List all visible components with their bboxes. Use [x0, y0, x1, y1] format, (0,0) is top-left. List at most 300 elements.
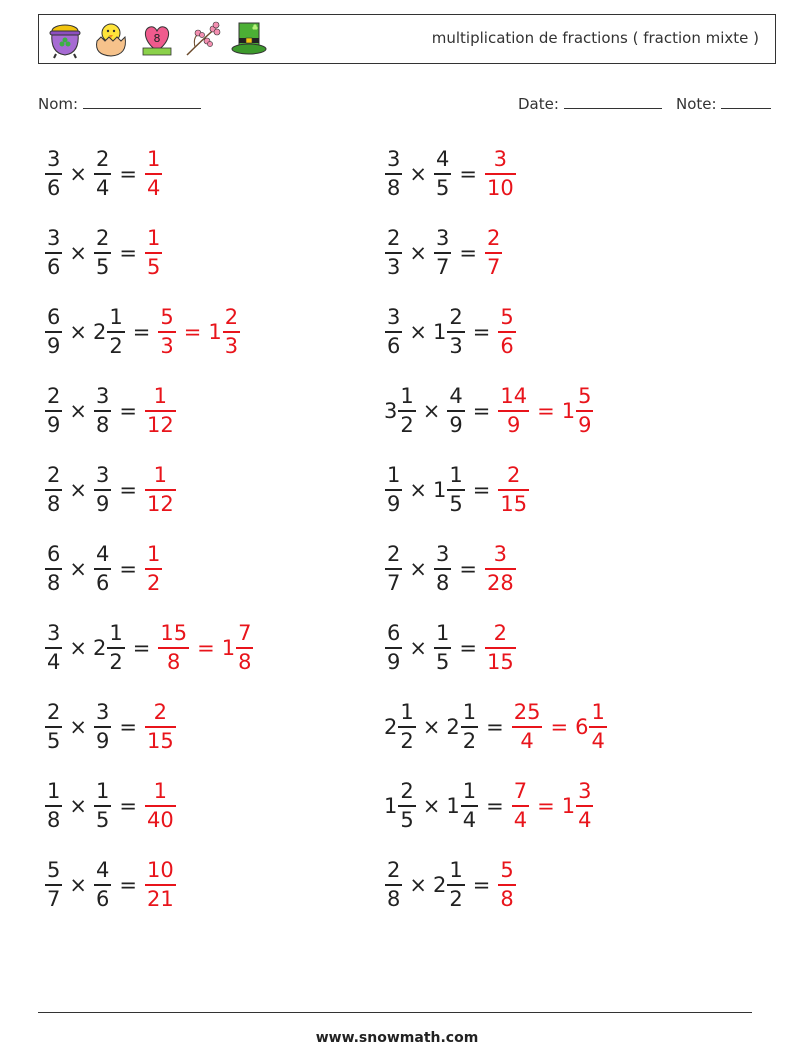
denominator: 9 [449, 412, 463, 437]
fraction [145, 149, 162, 199]
fraction [385, 228, 402, 278]
denominator: 6 [500, 333, 514, 358]
whole-number: 1 [432, 320, 447, 344]
name-blank [83, 94, 201, 109]
whole-number: 3 [384, 399, 398, 423]
fraction [45, 781, 62, 831]
numerator: 3 [435, 226, 450, 251]
denominator: 4 [578, 807, 592, 832]
numerator: 4 [435, 147, 450, 172]
problem-item [384, 296, 517, 368]
whole-number: 1 [221, 636, 236, 660]
denominator: 9 [47, 412, 61, 437]
fraction [145, 544, 162, 594]
times-sign: × [69, 557, 87, 581]
numerator: 1 [109, 305, 123, 330]
denominator: 9 [95, 491, 110, 516]
first-factor [44, 860, 63, 910]
answer-fraction [144, 781, 177, 831]
answer [497, 386, 594, 436]
denominator: 21 [146, 886, 174, 911]
answer-fraction [511, 702, 544, 752]
numerator: 3 [95, 700, 110, 725]
footer-url: www.snowmath.com [315, 1030, 479, 1046]
fraction [512, 702, 543, 752]
numerator: 1 [109, 621, 123, 646]
fraction [385, 149, 402, 199]
first-factor [44, 623, 63, 673]
answer-mixed-number [562, 781, 595, 831]
numerator: 2 [47, 463, 61, 488]
answer [144, 386, 177, 436]
fraction [223, 307, 240, 357]
equals-sign: = [486, 794, 504, 818]
numerator: 1 [435, 621, 450, 646]
numerator: 2 [153, 700, 168, 725]
fraction [576, 386, 593, 436]
fraction [145, 228, 162, 278]
fraction [461, 781, 478, 831]
first-factor [44, 702, 63, 752]
fraction [158, 623, 189, 673]
denominator: 3 [449, 333, 463, 358]
date-label: Date: [518, 95, 559, 113]
answer-fraction [484, 623, 517, 673]
fraction [461, 702, 478, 752]
denominator: 2 [400, 728, 414, 753]
denominator: 2 [109, 333, 123, 358]
answer [497, 465, 530, 515]
denominator: 3 [160, 333, 174, 358]
equals-sign: = [119, 478, 137, 502]
fraction [498, 386, 529, 436]
numerator: 2 [224, 305, 239, 330]
numerator: 2 [95, 226, 110, 251]
answer [484, 623, 517, 673]
header-icons [45, 19, 269, 59]
fraction [94, 228, 111, 278]
times-sign: × [422, 399, 441, 423]
fraction [385, 307, 402, 357]
denominator: 2 [462, 728, 477, 753]
pot-of-gold-icon [45, 19, 85, 59]
numerator: 1 [47, 779, 61, 804]
footer-divider [38, 1012, 752, 1013]
second-factor [93, 623, 126, 673]
second-factor [93, 307, 126, 357]
fraction [385, 544, 402, 594]
fraction [447, 465, 464, 515]
second-factor [433, 860, 466, 910]
denominator: 5 [400, 807, 414, 832]
problem-item [384, 849, 517, 921]
fraction [434, 544, 451, 594]
numerator: 1 [153, 779, 168, 804]
denominator: 9 [95, 728, 110, 753]
denominator: 9 [507, 412, 521, 437]
first-factor [44, 781, 63, 831]
problem-item [384, 691, 608, 763]
fraction [45, 228, 62, 278]
problem-item [44, 217, 163, 289]
denominator: 12 [146, 412, 174, 437]
denominator: 15 [486, 649, 514, 674]
fraction [236, 623, 253, 673]
problem-item [44, 296, 241, 368]
equals-sign: = [459, 636, 477, 660]
answer-fraction [157, 307, 176, 357]
times-sign: × [69, 399, 87, 423]
whole-number: 2 [446, 715, 460, 739]
fraction [107, 307, 124, 357]
denominator: 4 [591, 728, 605, 753]
denominator: 4 [520, 728, 534, 753]
equals-sign: = [119, 241, 137, 265]
answer [144, 228, 163, 278]
equals-sign: = [119, 399, 137, 423]
score-field [676, 94, 771, 113]
first-factor [384, 386, 417, 436]
numerator: 25 [513, 700, 541, 725]
denominator: 5 [449, 491, 463, 516]
numerator: 4 [95, 858, 110, 883]
fraction [485, 228, 502, 278]
problem-item [384, 612, 517, 684]
fraction [145, 860, 176, 910]
whole-number: 2 [432, 873, 447, 897]
worksheet-title: multiplication de fractions ( fraction mixte ) [431, 29, 759, 47]
numerator: 10 [146, 858, 174, 883]
numerator: 1 [153, 384, 168, 409]
denominator: 7 [486, 254, 501, 279]
whole-number: 6 [575, 715, 589, 739]
answer [484, 544, 517, 594]
chick-in-egg-icon [91, 19, 131, 59]
numerator: 1 [146, 147, 161, 172]
second-factor [93, 228, 112, 278]
answer [144, 781, 177, 831]
denominator: 7 [387, 570, 401, 595]
first-factor [384, 860, 403, 910]
times-sign: × [409, 557, 427, 581]
answer-mixed-number [222, 623, 255, 673]
numerator: 3 [578, 779, 592, 804]
fraction [45, 623, 62, 673]
problem-item [44, 375, 177, 447]
times-sign: × [409, 478, 427, 502]
denominator: 8 [47, 807, 61, 832]
times-sign: × [69, 873, 87, 897]
times-sign: × [69, 794, 87, 818]
flower-branch-icon [183, 19, 223, 59]
numerator: 1 [400, 384, 414, 409]
whole-number: 2 [384, 715, 398, 739]
times-sign: × [409, 636, 427, 660]
answer [484, 149, 517, 199]
second-factor [433, 623, 452, 673]
problem-item [44, 770, 177, 842]
second-factor [93, 781, 112, 831]
denominator: 6 [47, 175, 61, 200]
equals-sign: = [132, 320, 151, 344]
fraction [589, 702, 606, 752]
svg-text:8: 8 [153, 32, 161, 45]
fraction [45, 544, 62, 594]
fraction [45, 465, 62, 515]
second-factor [433, 465, 466, 515]
answer [497, 860, 516, 910]
fraction [45, 702, 62, 752]
times-sign: × [69, 241, 87, 265]
problem-item [384, 138, 517, 210]
numerator: 7 [513, 779, 528, 804]
problem-item [384, 770, 594, 842]
fraction [94, 702, 111, 752]
denominator: 4 [462, 807, 477, 832]
score-blank [721, 94, 771, 109]
numerator: 4 [95, 542, 110, 567]
fraction [485, 623, 516, 673]
numerator: 15 [160, 621, 188, 646]
denominator: 6 [387, 333, 401, 358]
name-field [38, 94, 201, 113]
answer-mixed-number [208, 307, 241, 357]
denominator: 15 [146, 728, 174, 753]
numerator: 2 [387, 226, 401, 251]
times-sign: × [69, 478, 87, 502]
equals-sign: = [119, 794, 137, 818]
numerator: 1 [153, 463, 168, 488]
numerator: 2 [95, 147, 110, 172]
denominator: 5 [435, 649, 450, 674]
equals-sign: = [119, 715, 137, 739]
second-factor [93, 544, 112, 594]
whole-number: 1 [208, 320, 222, 344]
numerator: 6 [47, 542, 61, 567]
denominator: 5 [146, 254, 161, 279]
times-sign: × [69, 320, 87, 344]
equals-sign: = [472, 478, 491, 502]
numerator: 5 [47, 858, 61, 883]
fraction [398, 781, 415, 831]
numerator: 1 [400, 700, 414, 725]
second-factor [433, 544, 452, 594]
denominator: 15 [500, 491, 528, 516]
answer-mixed-number [575, 702, 608, 752]
first-factor [44, 386, 63, 436]
fraction [45, 860, 62, 910]
equals-sign: = [459, 241, 477, 265]
heart-march-8-icon [137, 19, 177, 59]
first-factor [384, 465, 403, 515]
denominator: 4 [146, 175, 161, 200]
denominator: 7 [435, 254, 450, 279]
second-factor [446, 386, 465, 436]
answer-fraction [144, 860, 177, 910]
numerator: 2 [449, 305, 463, 330]
numerator: 6 [47, 305, 61, 330]
numerator: 2 [387, 858, 401, 883]
answer-fraction [511, 781, 530, 831]
problem-item [384, 454, 530, 526]
fraction [512, 781, 529, 831]
numerator: 1 [387, 463, 401, 488]
answer-fraction [157, 623, 190, 673]
fraction [398, 386, 415, 436]
numerator: 7 [238, 621, 252, 646]
denominator: 10 [486, 175, 514, 200]
denominator: 7 [47, 886, 61, 911]
denominator: 2 [109, 649, 123, 674]
fraction [485, 544, 516, 594]
fraction [94, 386, 111, 436]
denominator: 4 [47, 649, 61, 674]
header-box [38, 14, 776, 64]
date-blank [564, 94, 662, 109]
fraction [94, 544, 111, 594]
answer-fraction [497, 860, 516, 910]
score-label: Note: [676, 95, 717, 113]
numerator: 1 [591, 700, 605, 725]
fraction [145, 702, 176, 752]
times-sign: × [409, 873, 427, 897]
numerator: 3 [387, 305, 401, 330]
answer-fraction [144, 386, 177, 436]
numerator: 2 [400, 779, 414, 804]
equals-sign: = [183, 320, 202, 344]
problem-item [44, 691, 177, 763]
answer-fraction [484, 228, 503, 278]
second-factor [433, 307, 466, 357]
numerator: 3 [387, 147, 401, 172]
first-factor [44, 307, 63, 357]
fraction [485, 149, 516, 199]
equals-sign: = [472, 873, 491, 897]
answer-fraction [144, 149, 163, 199]
whole-number: 2 [92, 636, 107, 660]
answer [157, 307, 241, 357]
answer [144, 702, 177, 752]
problem-item [44, 612, 254, 684]
fraction [498, 465, 529, 515]
first-factor [384, 623, 403, 673]
answer [144, 860, 177, 910]
answer-mixed-number [562, 386, 595, 436]
fraction [576, 781, 593, 831]
problem-item [44, 849, 177, 921]
fraction [447, 386, 464, 436]
denominator: 6 [47, 254, 61, 279]
whole-number: 1 [561, 794, 576, 818]
times-sign: × [409, 162, 427, 186]
numerator: 6 [387, 621, 401, 646]
fraction [145, 465, 176, 515]
first-factor [384, 702, 417, 752]
numerator: 3 [47, 621, 61, 646]
numerator: 1 [146, 226, 161, 251]
first-factor [384, 544, 403, 594]
equals-sign: = [197, 636, 215, 660]
fraction [385, 465, 402, 515]
denominator: 8 [47, 570, 61, 595]
numerator: 5 [578, 384, 592, 409]
whole-number: 1 [446, 794, 460, 818]
denominator: 3 [224, 333, 239, 358]
first-factor [384, 781, 417, 831]
fraction [94, 781, 111, 831]
numerator: 3 [435, 542, 450, 567]
first-factor [44, 544, 63, 594]
denominator: 8 [238, 649, 252, 674]
times-sign: × [69, 162, 87, 186]
fraction [498, 860, 515, 910]
denominator: 6 [95, 570, 110, 595]
answer [511, 702, 608, 752]
numerator: 1 [449, 463, 463, 488]
times-sign: × [422, 794, 441, 818]
problem-item [44, 533, 163, 605]
denominator: 28 [486, 570, 514, 595]
second-factor [446, 781, 479, 831]
answer-fraction [144, 544, 163, 594]
numerator: 4 [449, 384, 463, 409]
denominator: 9 [387, 491, 401, 516]
problem-item [384, 217, 503, 289]
first-factor [44, 149, 63, 199]
answer-fraction [144, 702, 177, 752]
denominator: 5 [95, 254, 110, 279]
first-factor [44, 228, 63, 278]
denominator: 8 [47, 491, 61, 516]
second-factor [93, 465, 112, 515]
second-factor [93, 702, 112, 752]
fraction [45, 386, 62, 436]
equals-sign: = [472, 320, 491, 344]
second-factor [433, 149, 452, 199]
denominator: 8 [387, 175, 401, 200]
second-factor [93, 149, 112, 199]
first-factor [44, 465, 63, 515]
numerator: 2 [387, 542, 401, 567]
fraction [434, 623, 451, 673]
problem-item [384, 533, 517, 605]
denominator: 9 [578, 412, 592, 437]
second-factor [93, 860, 112, 910]
times-sign: × [409, 320, 427, 344]
times-sign: × [409, 241, 427, 265]
answer-fraction [497, 386, 530, 436]
numerator: 2 [486, 226, 501, 251]
answer-fraction [144, 228, 163, 278]
denominator: 40 [146, 807, 174, 832]
fraction [434, 228, 451, 278]
fraction [45, 149, 62, 199]
numerator: 3 [493, 147, 508, 172]
leprechaun-hat-icon [229, 19, 269, 59]
answer-fraction [497, 465, 530, 515]
denominator: 5 [47, 728, 61, 753]
fraction [94, 465, 111, 515]
second-factor [93, 386, 112, 436]
problem-item [44, 138, 163, 210]
equals-sign: = [132, 636, 151, 660]
answer [144, 465, 177, 515]
equals-sign: = [119, 162, 137, 186]
answer-fraction [144, 465, 177, 515]
denominator: 8 [387, 886, 401, 911]
numerator: 2 [493, 621, 508, 646]
denominator: 4 [95, 175, 110, 200]
